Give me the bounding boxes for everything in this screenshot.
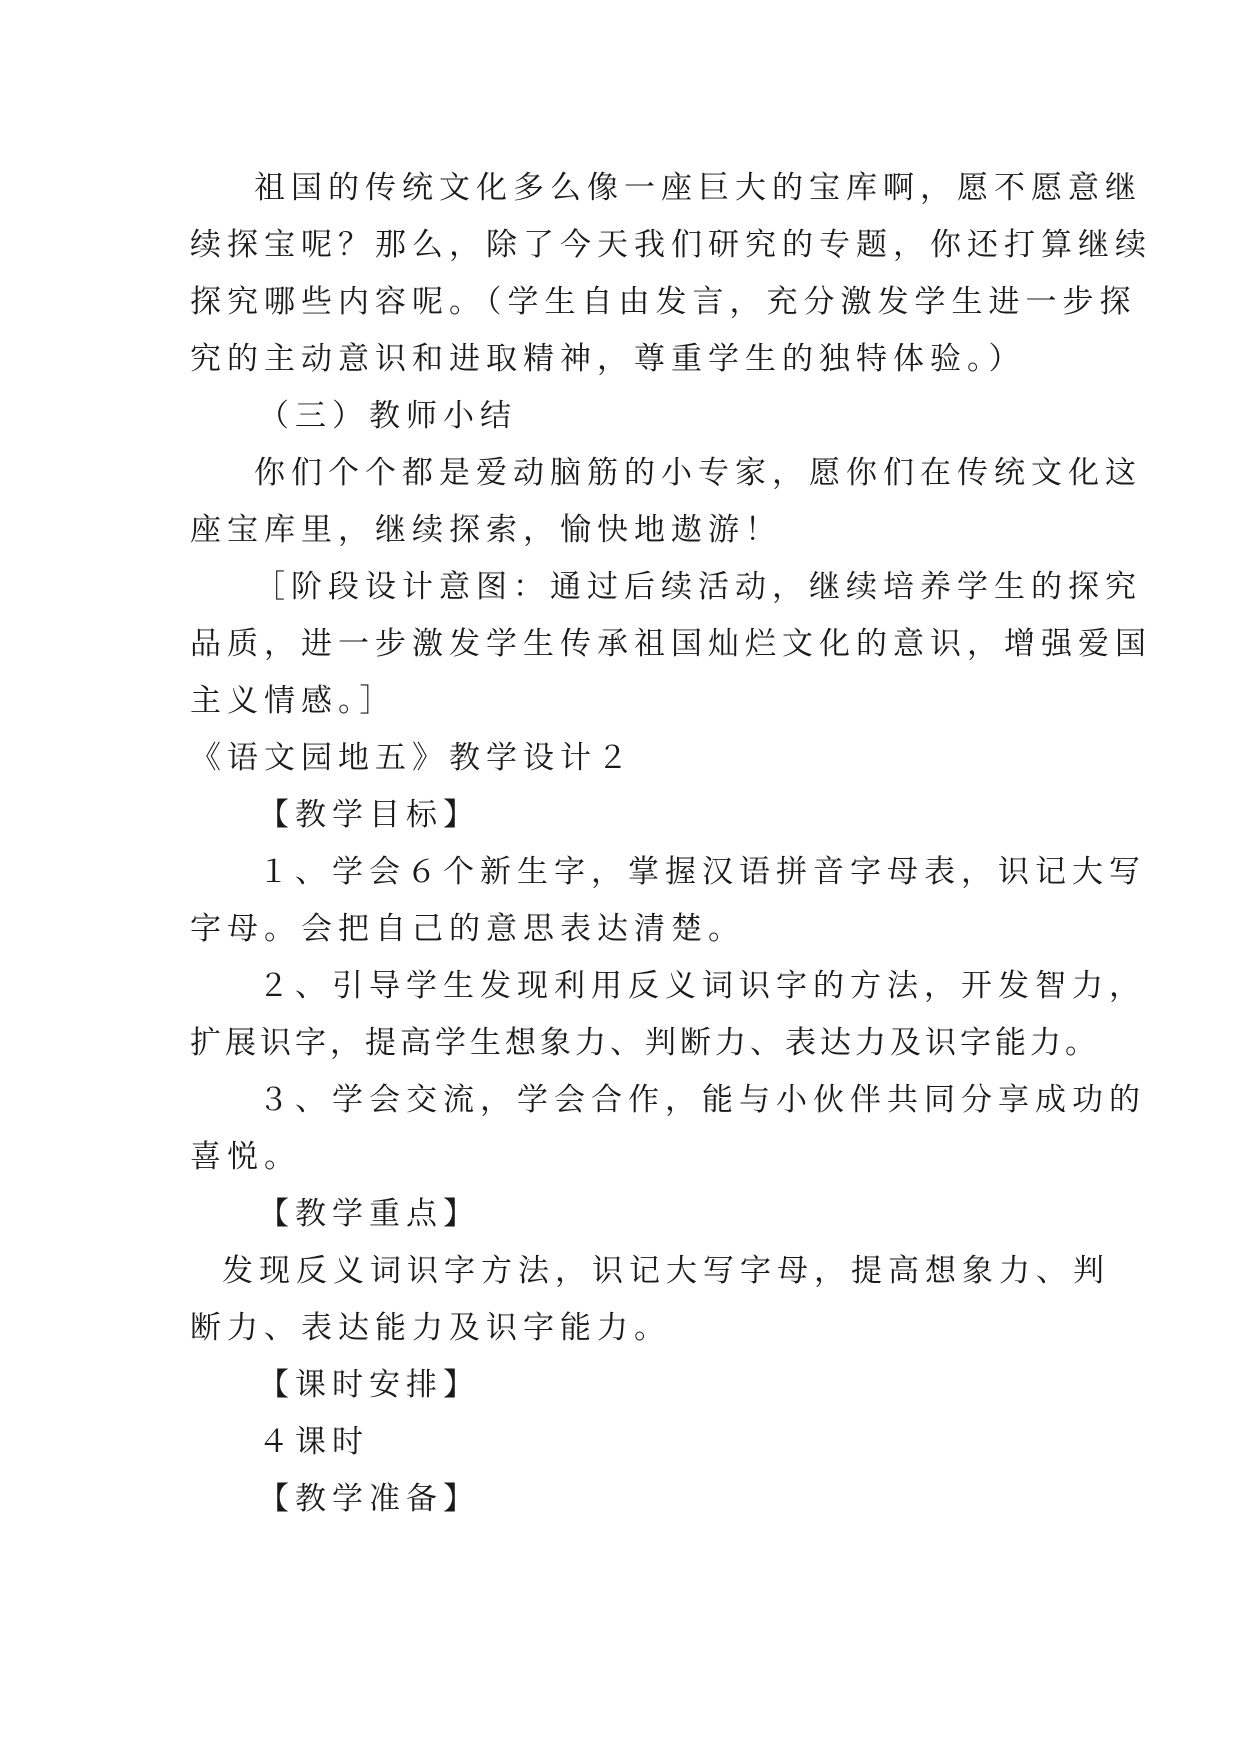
design-intent-line: 主义情感。］ (190, 683, 397, 719)
paragraph-line: 探究哪些内容呢。（学生自由发言，充分激发学生进一步探 (190, 284, 1137, 320)
list-item: 喜悦。 (190, 1139, 301, 1175)
list-item: １、学会６个新生字，掌握汉语拼音字母表，识记大写 (258, 854, 1146, 890)
list-item: ２、引导学生发现利用反义词识字的方法，开发智力， (258, 968, 1146, 1004)
section-heading: 【教学目标】 (258, 797, 480, 833)
paragraph-line: 祖国的传统文化多么像一座巨大的宝库啊，愿不愿意继 (254, 170, 1142, 206)
paragraph-line: 座宝库里，继续探索，愉快地遨游！ (190, 512, 782, 548)
paragraph-line: 究的主动意识和进取精神，尊重学生的独特体验。） (190, 341, 1026, 377)
section-heading: 【教学重点】 (258, 1196, 480, 1232)
paragraph-line: 续探宝呢？那么，除了今天我们研究的专题，你还打算继续 (190, 227, 1152, 263)
paragraph-line: ４课时 (258, 1424, 369, 1460)
section-heading: 【教学准备】 (258, 1481, 480, 1517)
document-title: 《语文园地五》教学设计２ (190, 740, 634, 776)
list-item: 扩展识字，提高学生想象力、判断力、表达力及识字能力。 (190, 1025, 1100, 1061)
paragraph-line: 你们个个都是爱动脑筋的小专家，愿你们在传统文化这 (254, 455, 1142, 491)
paragraph-line: 断力、表达能力及识字能力。 (190, 1310, 671, 1346)
list-item: ３、学会交流，学会合作，能与小伙伴共同分享成功的 (258, 1082, 1146, 1118)
section-heading: 【课时安排】 (258, 1367, 480, 1403)
section-heading: （三）教师小结 (258, 398, 517, 434)
list-item: 字母。会把自己的意思表达清楚。 (190, 911, 745, 947)
design-intent-line: ［阶段设计意图：通过后续活动，继续培养学生的探究 (254, 569, 1142, 605)
design-intent-line: 品质，进一步激发学生传承祖国灿烂文化的意识，增强爱国 (190, 626, 1152, 662)
paragraph-line: 发现反义词识字方法，识记大写字母，提高想象力、判 (222, 1253, 1110, 1289)
